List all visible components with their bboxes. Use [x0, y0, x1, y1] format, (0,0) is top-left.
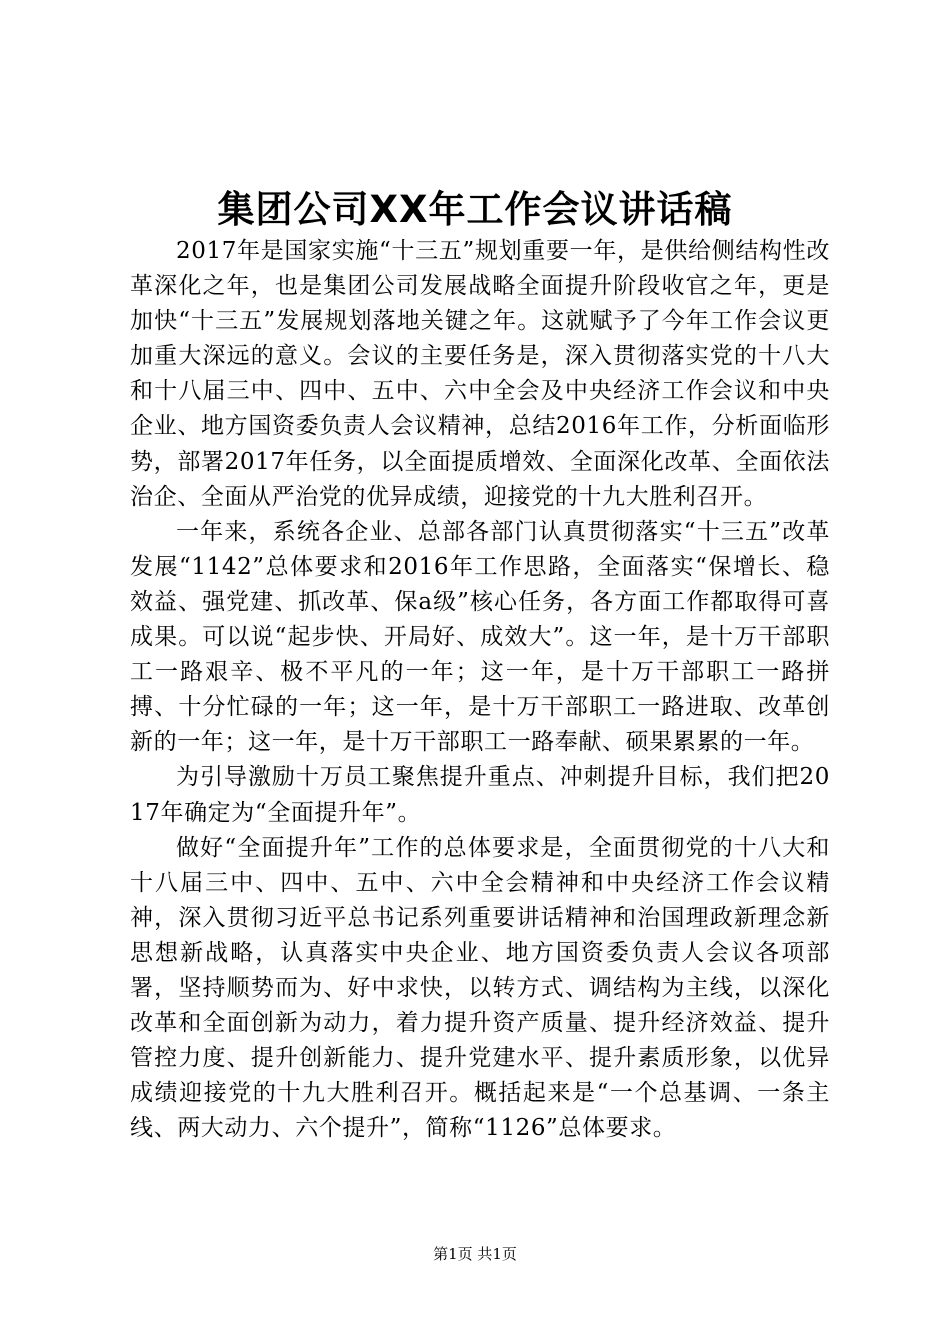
paragraph-4: 做好“全面提升年”工作的总体要求是，全面贯彻党的十八大和十八届三中、四中、五中、六中全会精神和中央经济工作会议精神，深入贯彻习近平总书记系列重要讲话精神和治国理政新理念新思想新战略，认真落实中央企业、地方国资委负责人会议各项部署，坚持顺势而为、好中求快，以转方式、调结构为主线，以深化改革和全面创新为动力，着力提升资产质量、提升经济效益、提升管控力度、提升创新能力、提升党建水平、提升素质形象，以优异成绩迎接党的十九大胜利召开。概括起来是“一个总基调、一条主线、两大动力、六个提升”，简称“1126”总体要求。 — [130, 834, 830, 1142]
paragraph-1: 2017年是国家实施“十三五”规划重要一年，是供给侧结构性改革深化之年，也是集团公司发展战略全面提升阶段收官之年，更是加快“十三五”发展规划落地关键之年。这就赋予了今年工作会议更加重大深远的意义。会议的主要任务是，深入贯彻落实党的十八大和十八届三中、四中、五中、六中全会及中央经济工作会议和中央企业、地方国资委负责人会议精神，总结2016年工作，分析面临形势，部署2017年任务，以全面提质增效、全面深化改革、全面依法治企、全面从严治党的优异成绩，迎接党的十九大胜利召开。 — [130, 238, 830, 510]
document-body — [130, 234, 830, 1146]
paragraph-3: 为引导激励十万员工聚焦提升重点、冲刺提升目标，我们把2017年确定为“全面提升年”。 — [130, 764, 830, 826]
document-title: 集团公司XX年工作会议讲话稿 — [217, 188, 733, 231]
paragraph-2: 一年来，系统各企业、总部各部门认真贯彻落实“十三五”改革发展“1142”总体要求和2016年工作思路，全面落实“保增长、稳效益、强党建、抓改革、保a级”核心任务，各方面工作都取得可喜成果。可以说“起步快、开局好、成效大”。这一年，是十万干部职工一路艰辛、极不平凡的一年；这一年，是十万干部职工一路拼搏、十分忙碌的一年；这一年，是十万干部职工一路进取、改革创新的一年；这一年，是十万干部职工一路奉献、硕果累累的一年。 — [130, 518, 830, 756]
page-footer: 第1页 共1页 — [433, 1245, 517, 1263]
